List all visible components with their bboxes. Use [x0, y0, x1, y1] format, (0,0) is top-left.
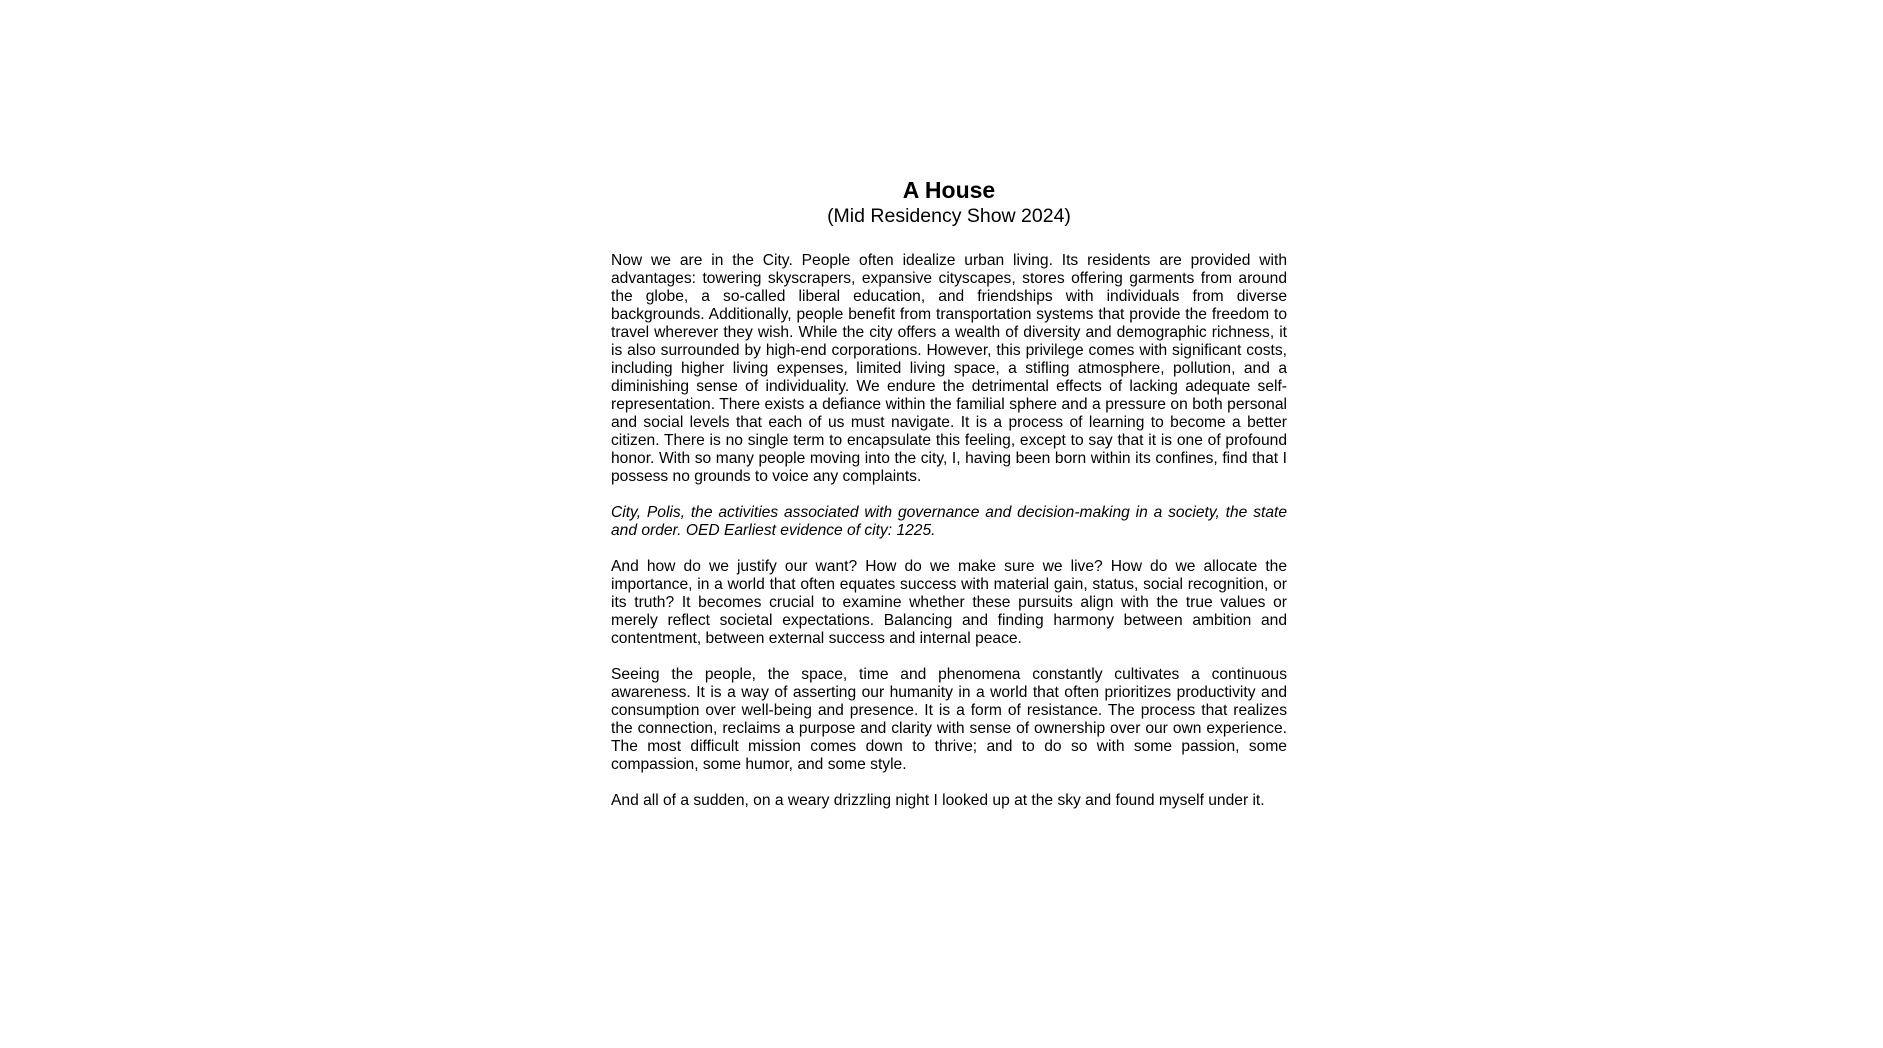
paragraph-city-intro: Now we are in the City. People often idealize urban living. Its residents are provided with advantages: towering skyscrapers, expansive cityscapes, stores offering garments from around the globe, a so-called liberal education, and friendships with individuals from diverse backgrounds. Additionally, people benefit from transportation systems that provide the freedom to travel wherever they wish. While the city offers a wealth of diversity and demographic richness, it is also surrounded by high-end corporations. However, this privilege comes with significant costs, including higher living expenses, limited living space, a stifling atmosphere, pollution, and a diminishing sense of individuality. We endure the detrimental effects of lacking adequate self-representation. There exists a defiance within the familial sphere and a pressure on both personal and social levels that each of us must navigate. It is a process of learning to become a better citizen. There is no single term to encapsulate this feeling, except to say that it is one of profound honor. With so many people moving into the city, I, having been born within its confines, find that I possess no grounds to voice any complaints.: [611, 252, 1287, 485]
paragraph-awareness: Seeing the people, the space, time and phenomena constantly cultivates a continuous awareness. It is a way of asserting our humanity in a world that often prioritizes productivity and consumption over well-being and presence. It is a form of resistance. The process that realizes the connection, reclaims a purpose and clarity with sense of ownership over our own experience. The most difficult mission comes down to thrive; and to do so with some passion, some compassion, some humor, and some style.: [611, 666, 1287, 773]
paragraph-justify-want: And how do we justify our want? How do we make sure we live? How do we allocate the importance, in a world that often equates success with material gain, status, social recognition, or its truth? It becomes crucial to examine whether these pursuits align with the true values or merely reflect societal expectations. Balancing and finding harmony between ambition and contentment, between external success and internal peace.: [611, 558, 1287, 647]
page-title: A House: [902, 177, 996, 203]
paragraph-definition: City, Polis, the activities associated with governance and decision-making in a society, the state and order. OED Earliest evidence of city: 1225.: [611, 504, 1287, 539]
document-body: [611, 176, 1287, 828]
page-subtitle: (Mid Residency Show 2024): [827, 205, 1071, 227]
paragraph-closing: And all of a sudden, on a weary drizzling night I looked up at the sky and found myself under it.: [611, 792, 1265, 809]
